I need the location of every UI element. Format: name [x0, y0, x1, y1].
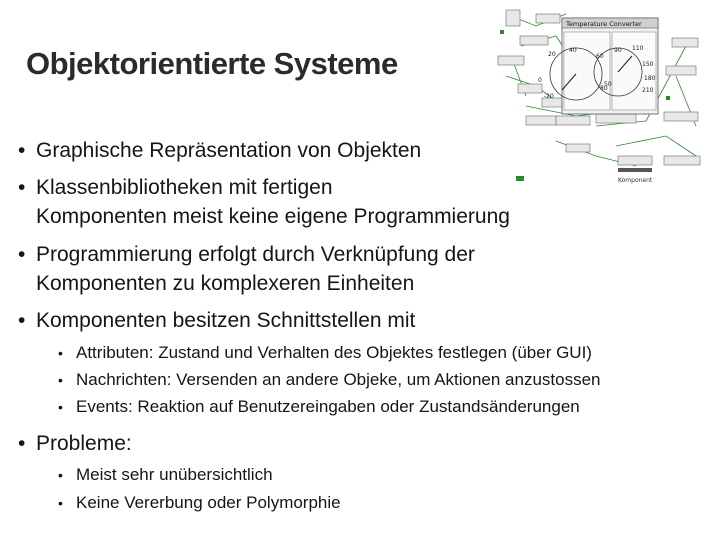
svg-text:-20: -20 [544, 93, 554, 100]
bullet-dot: • [18, 309, 26, 332]
svg-text:0: 0 [538, 77, 542, 84]
bullet-text: Graphische Repräsentation von Objekten [36, 139, 422, 162]
component-wiring-diagram [496, 6, 716, 186]
sub-bullet-dot: • [58, 372, 63, 388]
svg-text:60: 60 [596, 53, 604, 60]
sub-bullet-dot: • [58, 399, 63, 415]
bullet-text: Programmierung erfolgt durch Verknüpfung der [36, 243, 475, 266]
sub-bullet-text: Keine Vererbung oder Polymorphie [76, 493, 341, 512]
svg-text:210: 210 [642, 87, 654, 94]
svg-text:50: 50 [604, 81, 612, 88]
bullet-dot: • [18, 176, 26, 199]
svg-text:20: 20 [548, 51, 556, 58]
slide-title: Objektorientierte Systeme [26, 46, 398, 81]
sub-bullet-text: Nachrichten: Versenden an andere Objeke, um Aktionen anzustossen [76, 370, 601, 389]
bullet-dot: • [18, 243, 26, 266]
sub-bullet-dot: • [58, 467, 63, 483]
bullet-text: Komponenten zu komplexeren Einheiten [36, 272, 415, 295]
svg-text:80: 80 [600, 85, 608, 92]
svg-text:150: 150 [642, 61, 654, 68]
svg-text:180: 180 [644, 75, 656, 82]
sub-bullet-text: Events: Reaktion auf Benutzereingaben oder Zustandsänderungen [76, 397, 580, 416]
svg-text:90: 90 [614, 47, 622, 54]
bullet-text: Klassenbibliotheken mit fertigen [36, 176, 333, 199]
bullet-text: Komponenten besitzen Schnittstellen mit [36, 309, 416, 332]
window-title: Temperature Converter [566, 20, 642, 28]
svg-text:110: 110 [632, 45, 644, 52]
bullet-dot: • [18, 139, 26, 162]
bullet-text: Komponenten meist keine eigene Programmierung [36, 205, 510, 228]
sub-bullet-dot: • [58, 495, 63, 511]
bullet-dot: • [18, 432, 26, 455]
sub-bullet-dot: • [58, 345, 63, 361]
svg-text:40: 40 [569, 47, 577, 54]
sub-bullet-text: Attributen: Zustand und Verhalten des Objektes festlegen (über GUI) [76, 343, 592, 362]
diagram-label: Komponent [618, 177, 653, 184]
bullet-text: Probleme: [36, 432, 132, 455]
sub-bullet-text: Meist sehr unübersichtlich [76, 465, 273, 484]
